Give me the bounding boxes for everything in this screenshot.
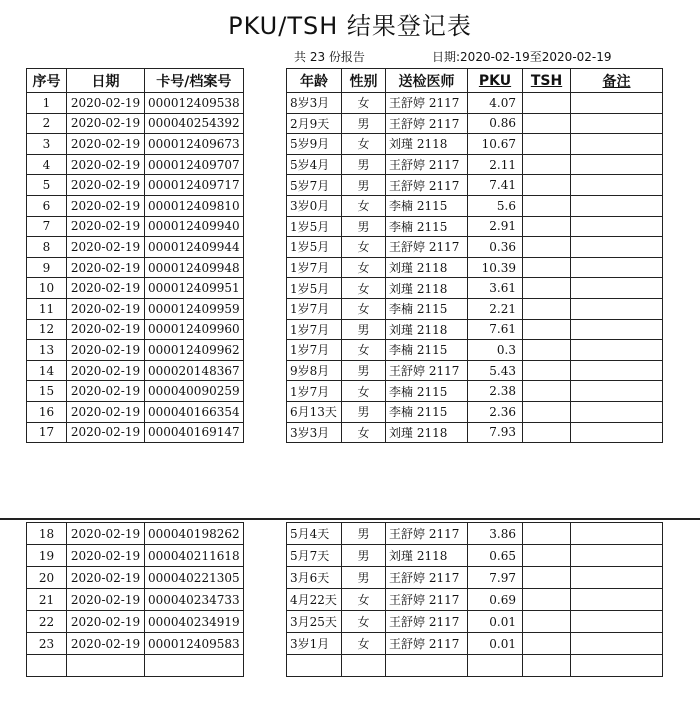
age-cell: 5岁7月 (287, 175, 342, 196)
table-row (27, 278, 244, 299)
card-cell: 000012409944 (145, 237, 244, 258)
remark-cell (571, 523, 663, 545)
age-cell: 9岁8月 (287, 360, 342, 381)
date-cell: 2020-02-19 (67, 195, 145, 216)
records-table-right-top (286, 68, 663, 443)
sex-cell: 男 (342, 545, 386, 567)
pku-cell: 0.69 (468, 589, 523, 611)
age-cell: 3岁0月 (287, 195, 342, 216)
date-cell: 2020-02-19 (67, 611, 145, 633)
pku-cell: 0.01 (468, 611, 523, 633)
header-tsh: TSH (523, 69, 571, 93)
sex-cell: 男 (342, 401, 386, 422)
doctor-cell: 刘瑾 2118 (386, 134, 468, 155)
tsh-cell (523, 278, 571, 299)
doctor-cell: 王舒婷 2117 (386, 175, 468, 196)
table-row (27, 422, 244, 443)
table-row (287, 257, 663, 278)
table-row (287, 360, 663, 381)
table-row (287, 611, 663, 633)
table-row (27, 113, 244, 134)
table-row (287, 154, 663, 175)
date-cell: 2020-02-19 (67, 257, 145, 278)
table-row (27, 216, 244, 237)
blank-cell (287, 655, 342, 677)
seq-cell: 1 (27, 93, 67, 114)
table-row (27, 93, 244, 114)
sex-cell: 男 (342, 319, 386, 340)
table-row (27, 340, 244, 361)
pku-cell: 7.97 (468, 567, 523, 589)
card-cell: 000012409810 (145, 195, 244, 216)
date-cell: 2020-02-19 (67, 523, 145, 545)
age-cell: 3月6天 (287, 567, 342, 589)
card-cell: 000040090259 (145, 381, 244, 402)
table-row (287, 93, 663, 114)
tsh-cell (523, 633, 571, 655)
remark-cell (571, 360, 663, 381)
date-cell: 2020-02-19 (67, 422, 145, 443)
age-cell: 1岁7月 (287, 340, 342, 361)
card-cell: 000012409962 (145, 340, 244, 361)
card-cell: 000040234733 (145, 589, 244, 611)
date-cell: 2020-02-19 (67, 589, 145, 611)
table-row (27, 154, 244, 175)
seq-cell: 7 (27, 216, 67, 237)
card-cell: 000012409538 (145, 93, 244, 114)
pku-cell: 3.61 (468, 278, 523, 299)
table-row (287, 216, 663, 237)
date-cell: 2020-02-19 (67, 545, 145, 567)
card-cell: 000012409940 (145, 216, 244, 237)
sex-cell: 男 (342, 113, 386, 134)
date-cell: 2020-02-19 (67, 278, 145, 299)
header-age: 年龄 (287, 69, 342, 93)
table-row (27, 134, 244, 155)
pku-cell: 0.3 (468, 340, 523, 361)
card-cell: 000020148367 (145, 360, 244, 381)
card-cell: 000040234919 (145, 611, 244, 633)
table-row (27, 175, 244, 196)
pku-cell: 10.67 (468, 134, 523, 155)
card-cell: 000040198262 (145, 523, 244, 545)
blank-row (27, 655, 244, 677)
doctor-cell: 李楠 2115 (386, 401, 468, 422)
table-row (287, 633, 663, 655)
date-cell: 2020-02-19 (67, 360, 145, 381)
card-cell: 000012409707 (145, 154, 244, 175)
tsh-cell (523, 257, 571, 278)
age-cell: 6月13天 (287, 401, 342, 422)
blank-cell (571, 655, 663, 677)
tsh-cell (523, 523, 571, 545)
table-row (287, 422, 663, 443)
card-cell: 000012409959 (145, 298, 244, 319)
remark-cell (571, 633, 663, 655)
blank-cell (386, 655, 468, 677)
card-cell: 000040169147 (145, 422, 244, 443)
doctor-cell: 王舒婷 2117 (386, 633, 468, 655)
remark-cell (571, 319, 663, 340)
table-row (287, 340, 663, 361)
age-cell: 4月22天 (287, 589, 342, 611)
age-cell: 3岁1月 (287, 633, 342, 655)
blank-cell (523, 655, 571, 677)
pku-cell: 4.07 (468, 93, 523, 114)
card-cell: 000040166354 (145, 401, 244, 422)
remark-cell (571, 340, 663, 361)
age-cell: 3岁3月 (287, 422, 342, 443)
sex-cell: 女 (342, 134, 386, 155)
table-row (27, 523, 244, 545)
blank-cell (468, 655, 523, 677)
remark-cell (571, 401, 663, 422)
tsh-cell (523, 195, 571, 216)
tsh-cell (523, 545, 571, 567)
table-row (27, 611, 244, 633)
seq-cell: 6 (27, 195, 67, 216)
seq-cell: 12 (27, 319, 67, 340)
card-cell: 000012409583 (145, 633, 244, 655)
card-cell: 000040211618 (145, 545, 244, 567)
age-cell: 5月7天 (287, 545, 342, 567)
header-seq: 序号 (27, 69, 67, 93)
blank-row (287, 655, 663, 677)
tsh-cell (523, 154, 571, 175)
remark-cell (571, 237, 663, 258)
sex-cell: 女 (342, 93, 386, 114)
table-row (287, 113, 663, 134)
date-cell: 2020-02-19 (67, 381, 145, 402)
table-row (27, 257, 244, 278)
doctor-cell: 王舒婷 2117 (386, 567, 468, 589)
page-title: PKU/TSH 结果登记表 (228, 12, 472, 40)
remark-cell (571, 134, 663, 155)
seq-cell: 3 (27, 134, 67, 155)
sex-cell: 女 (342, 257, 386, 278)
tsh-cell (523, 113, 571, 134)
remark-cell (571, 545, 663, 567)
seq-cell: 15 (27, 381, 67, 402)
seq-cell: 10 (27, 278, 67, 299)
seq-cell: 13 (27, 340, 67, 361)
remark-cell (571, 113, 663, 134)
tsh-cell (523, 175, 571, 196)
date-cell: 2020-02-19 (67, 93, 145, 114)
sex-cell: 女 (342, 633, 386, 655)
header-pku: PKU (468, 69, 523, 93)
doctor-cell: 王舒婷 2117 (386, 523, 468, 545)
date-cell: 2020-02-19 (67, 633, 145, 655)
tsh-cell (523, 589, 571, 611)
card-cell: 000040221305 (145, 567, 244, 589)
header-remark: 备注 (571, 69, 663, 93)
pku-cell: 0.01 (468, 633, 523, 655)
seq-cell: 18 (27, 523, 67, 545)
seq-cell: 14 (27, 360, 67, 381)
date-cell: 2020-02-19 (67, 154, 145, 175)
doctor-cell: 王舒婷 2117 (386, 154, 468, 175)
date-cell: 2020-02-19 (67, 298, 145, 319)
remark-cell (571, 381, 663, 402)
date-cell: 2020-02-19 (67, 319, 145, 340)
tsh-cell (523, 298, 571, 319)
seq-cell: 23 (27, 633, 67, 655)
records-table-right-bottom (286, 522, 663, 677)
doctor-cell: 李楠 2115 (386, 195, 468, 216)
seq-cell: 9 (27, 257, 67, 278)
table-row (27, 360, 244, 381)
sex-cell: 女 (342, 298, 386, 319)
seq-cell: 17 (27, 422, 67, 443)
seq-cell: 4 (27, 154, 67, 175)
card-cell: 000012409951 (145, 278, 244, 299)
table-row (287, 545, 663, 567)
sex-cell: 男 (342, 567, 386, 589)
age-cell: 1岁7月 (287, 257, 342, 278)
age-cell: 8岁3月 (287, 93, 342, 114)
table-row (287, 195, 663, 216)
doctor-cell: 刘瑾 2118 (386, 278, 468, 299)
seq-cell: 5 (27, 175, 67, 196)
seq-cell: 22 (27, 611, 67, 633)
blank-cell (342, 655, 386, 677)
pku-cell: 5.43 (468, 360, 523, 381)
sex-cell: 男 (342, 175, 386, 196)
tsh-cell (523, 134, 571, 155)
doctor-cell: 王舒婷 2117 (386, 113, 468, 134)
remark-cell (571, 298, 663, 319)
table-row (27, 381, 244, 402)
remark-cell (571, 589, 663, 611)
remark-cell (571, 195, 663, 216)
tsh-cell (523, 422, 571, 443)
remark-cell (571, 611, 663, 633)
age-cell: 1岁7月 (287, 319, 342, 340)
date-cell: 2020-02-19 (67, 237, 145, 258)
table-row (27, 237, 244, 258)
tsh-cell (523, 360, 571, 381)
table-row (27, 567, 244, 589)
remark-cell (571, 175, 663, 196)
seq-cell: 21 (27, 589, 67, 611)
blank-cell (67, 655, 145, 677)
date-cell: 2020-02-19 (67, 567, 145, 589)
doctor-cell: 李楠 2115 (386, 216, 468, 237)
remark-cell (571, 257, 663, 278)
doctor-cell: 李楠 2115 (386, 340, 468, 361)
table-row (287, 381, 663, 402)
seq-cell: 19 (27, 545, 67, 567)
blank-cell (27, 655, 67, 677)
sex-cell: 女 (342, 278, 386, 299)
tsh-cell (523, 340, 571, 361)
tsh-cell (523, 381, 571, 402)
date-cell: 2020-02-19 (67, 340, 145, 361)
pku-cell: 0.36 (468, 237, 523, 258)
doctor-cell: 刘瑾 2118 (386, 545, 468, 567)
table-row (287, 237, 663, 258)
doctor-cell: 刘瑾 2118 (386, 422, 468, 443)
doctor-cell: 刘瑾 2118 (386, 257, 468, 278)
sex-cell: 男 (342, 523, 386, 545)
pku-cell: 7.61 (468, 319, 523, 340)
seq-cell: 2 (27, 113, 67, 134)
doctor-cell: 王舒婷 2117 (386, 93, 468, 114)
age-cell: 1岁5月 (287, 216, 342, 237)
table-row (287, 278, 663, 299)
pku-cell: 0.86 (468, 113, 523, 134)
tsh-cell (523, 93, 571, 114)
card-cell: 000012409717 (145, 175, 244, 196)
tsh-cell (523, 237, 571, 258)
card-cell: 000012409948 (145, 257, 244, 278)
age-cell: 5月4天 (287, 523, 342, 545)
pku-cell: 5.6 (468, 195, 523, 216)
sex-cell: 女 (342, 340, 386, 361)
tsh-cell (523, 216, 571, 237)
age-cell: 1岁5月 (287, 237, 342, 258)
table-row (27, 401, 244, 422)
remark-cell (571, 567, 663, 589)
table-row (27, 195, 244, 216)
doctor-cell: 李楠 2115 (386, 298, 468, 319)
table-row (287, 134, 663, 155)
tsh-cell (523, 319, 571, 340)
pku-cell: 2.11 (468, 154, 523, 175)
age-cell: 1岁5月 (287, 278, 342, 299)
doctor-cell: 王舒婷 2117 (386, 237, 468, 258)
card-cell: 000012409673 (145, 134, 244, 155)
header-sex: 性别 (342, 69, 386, 93)
remark-cell (571, 93, 663, 114)
seq-cell: 8 (27, 237, 67, 258)
table-row (287, 589, 663, 611)
table-row (27, 319, 244, 340)
pku-cell: 7.93 (468, 422, 523, 443)
remark-cell (571, 278, 663, 299)
table-row (287, 175, 663, 196)
date-cell: 2020-02-19 (67, 113, 145, 134)
sex-cell: 女 (342, 381, 386, 402)
sex-cell: 女 (342, 195, 386, 216)
pku-cell: 7.41 (468, 175, 523, 196)
pku-cell: 0.65 (468, 545, 523, 567)
report-count: 共 23 份报告 (294, 50, 365, 64)
seq-cell: 16 (27, 401, 67, 422)
table-row (27, 633, 244, 655)
sex-cell: 女 (342, 237, 386, 258)
age-cell: 2月9天 (287, 113, 342, 134)
remark-cell (571, 154, 663, 175)
sex-cell: 女 (342, 611, 386, 633)
date-cell: 2020-02-19 (67, 134, 145, 155)
table-row (287, 401, 663, 422)
table-row (287, 298, 663, 319)
pku-cell: 2.21 (468, 298, 523, 319)
records-table-left-bottom (26, 522, 244, 677)
remark-cell (571, 422, 663, 443)
doctor-cell: 刘瑾 2118 (386, 319, 468, 340)
table-row (287, 319, 663, 340)
table-row (287, 567, 663, 589)
header-date: 日期 (67, 69, 145, 93)
card-cell: 000012409960 (145, 319, 244, 340)
doctor-cell: 王舒婷 2117 (386, 611, 468, 633)
pku-cell: 2.91 (468, 216, 523, 237)
pku-cell: 3.86 (468, 523, 523, 545)
doctor-cell: 王舒婷 2117 (386, 360, 468, 381)
sex-cell: 男 (342, 216, 386, 237)
card-cell: 000040254392 (145, 113, 244, 134)
table-row (27, 589, 244, 611)
header-doctor: 送检医师 (386, 69, 468, 93)
date-range: 日期:2020-02-19至2020-02-19 (432, 50, 612, 64)
header-card: 卡号/档案号 (145, 69, 244, 93)
sex-cell: 男 (342, 154, 386, 175)
age-cell: 3月25天 (287, 611, 342, 633)
pku-cell: 10.39 (468, 257, 523, 278)
doctor-cell: 王舒婷 2117 (386, 589, 468, 611)
doctor-cell: 李楠 2115 (386, 381, 468, 402)
age-cell: 5岁4月 (287, 154, 342, 175)
table-row (27, 298, 244, 319)
tsh-cell (523, 611, 571, 633)
pku-cell: 2.36 (468, 401, 523, 422)
sex-cell: 男 (342, 360, 386, 381)
blank-cell (145, 655, 244, 677)
remark-cell (571, 216, 663, 237)
date-cell: 2020-02-19 (67, 216, 145, 237)
age-cell: 1岁7月 (287, 381, 342, 402)
seq-cell: 20 (27, 567, 67, 589)
pku-cell: 2.38 (468, 381, 523, 402)
table-row (27, 545, 244, 567)
table-row (287, 523, 663, 545)
date-cell: 2020-02-19 (67, 175, 145, 196)
age-cell: 5岁9月 (287, 134, 342, 155)
sex-cell: 女 (342, 589, 386, 611)
age-cell: 1岁7月 (287, 298, 342, 319)
records-table-left-top (26, 68, 244, 443)
section-divider (0, 518, 700, 520)
tsh-cell (523, 401, 571, 422)
date-cell: 2020-02-19 (67, 401, 145, 422)
seq-cell: 11 (27, 298, 67, 319)
sex-cell: 女 (342, 422, 386, 443)
tsh-cell (523, 567, 571, 589)
